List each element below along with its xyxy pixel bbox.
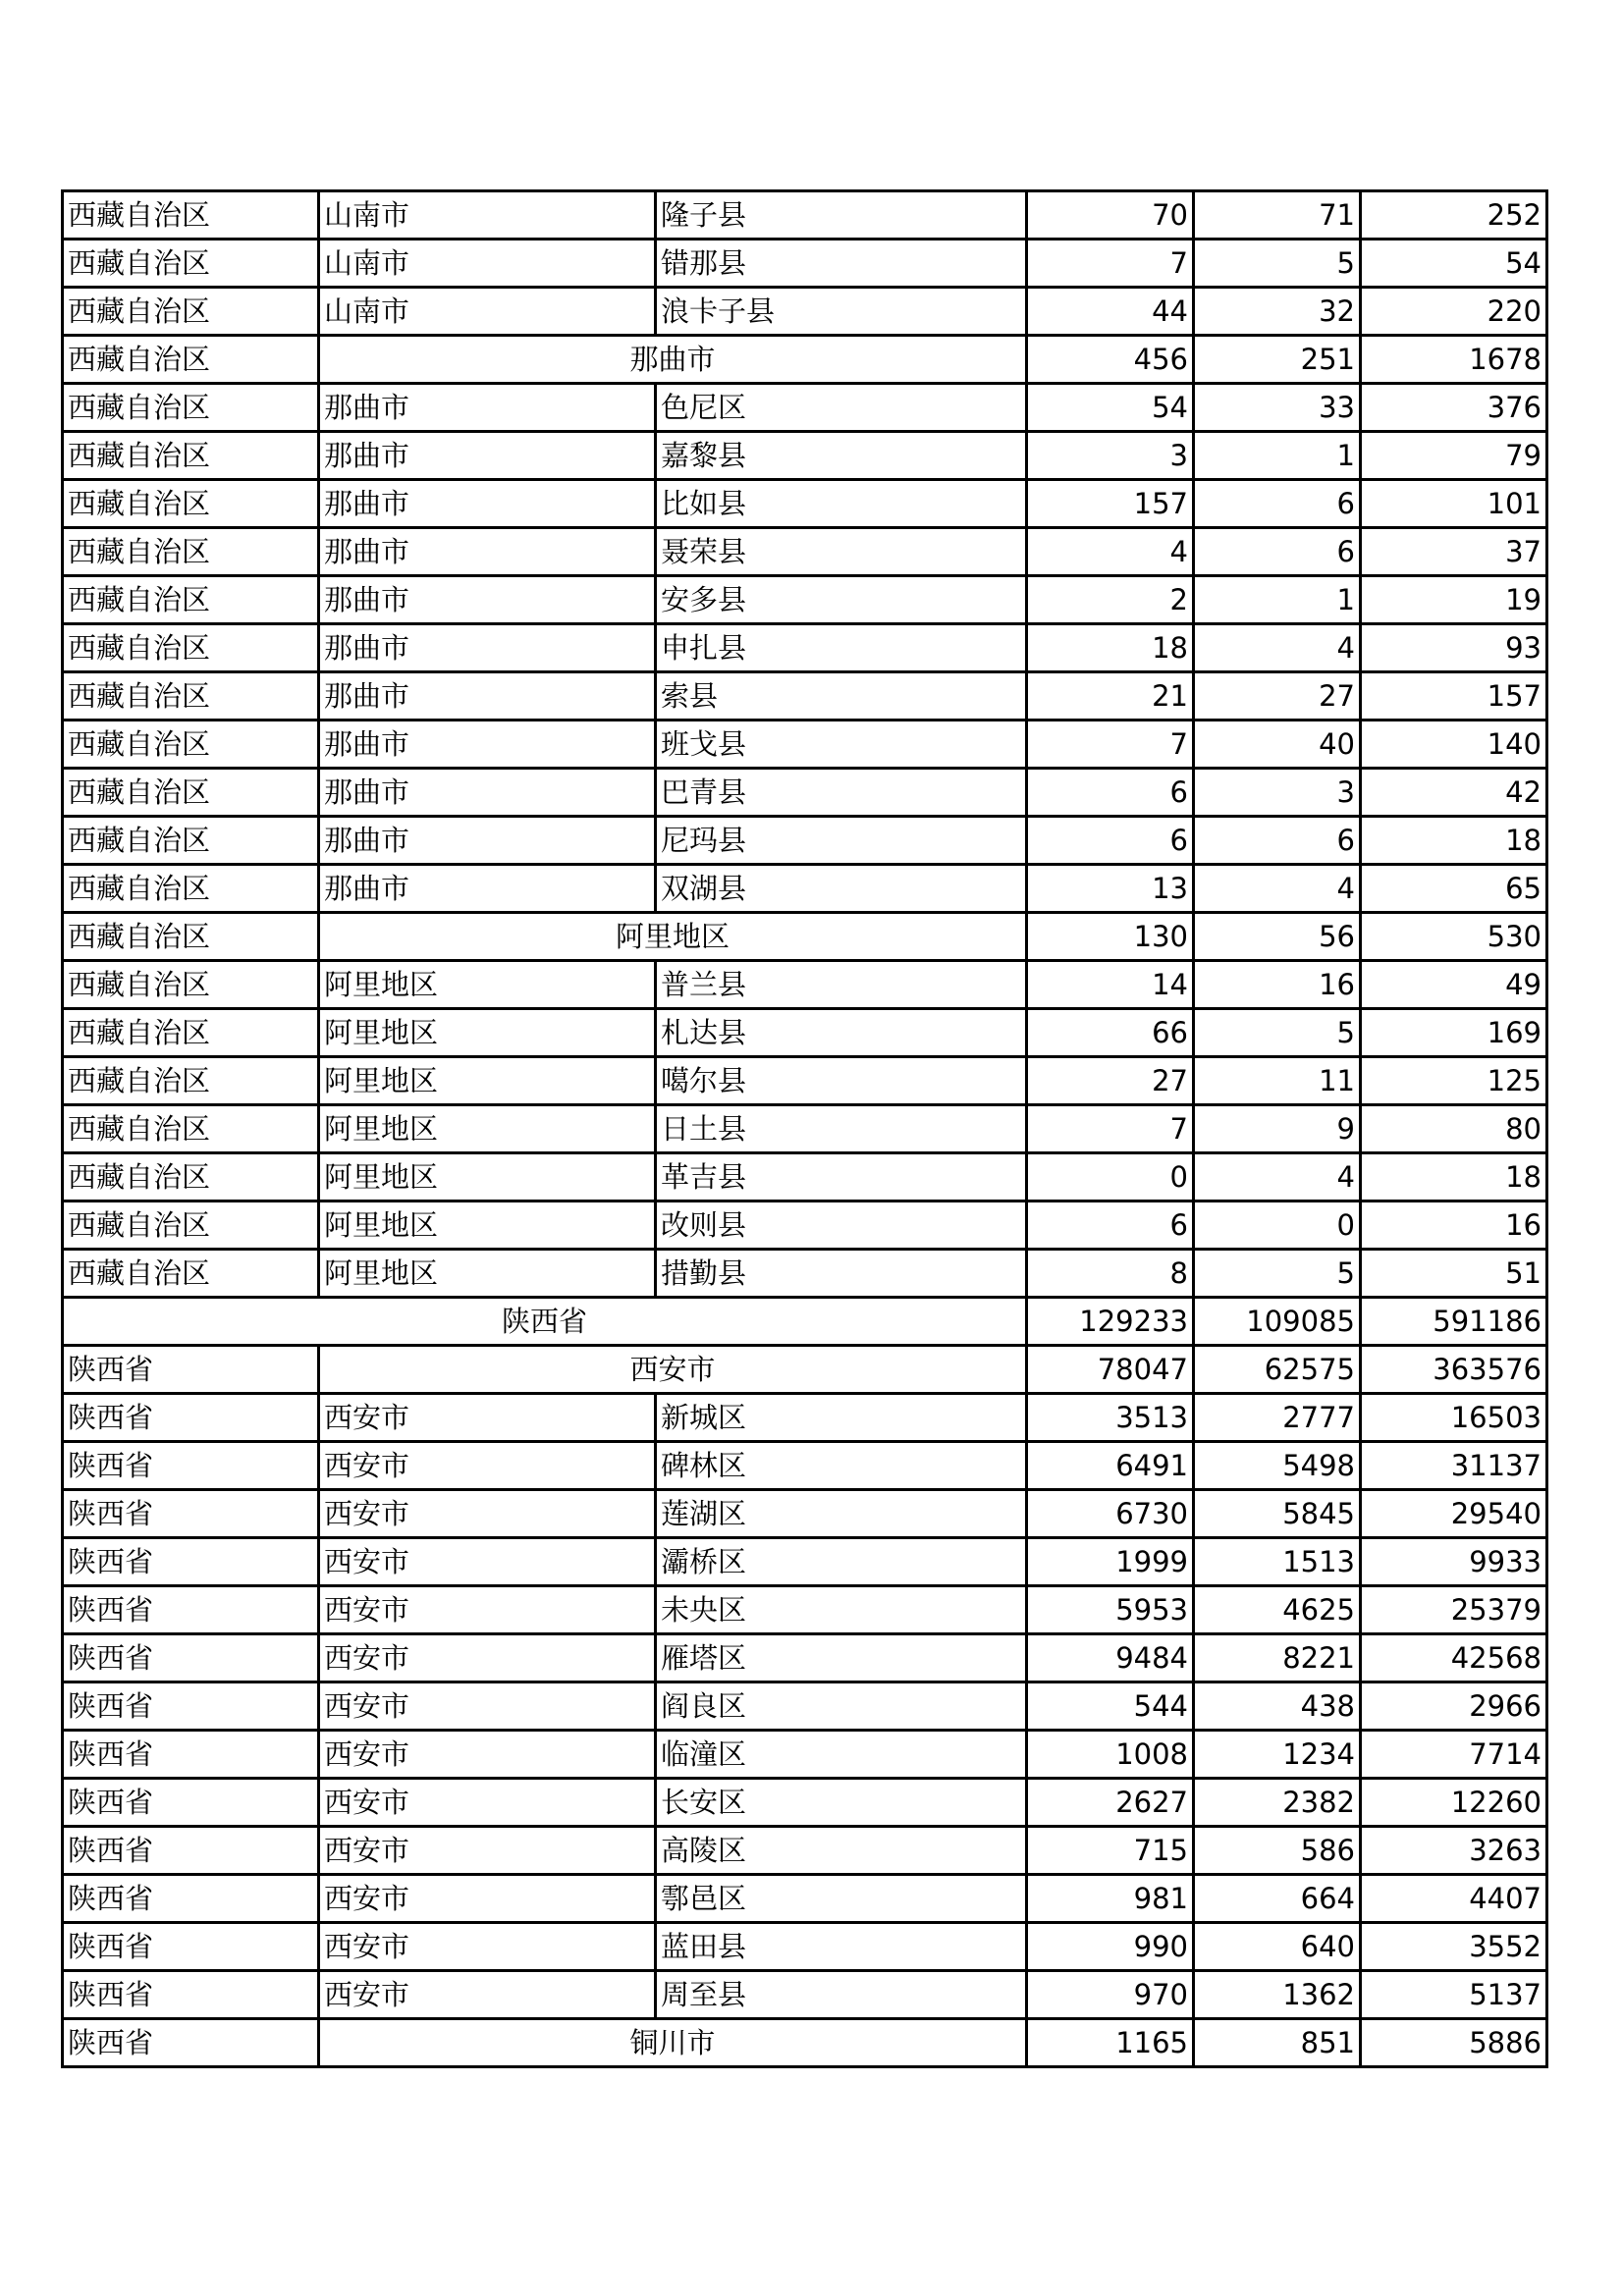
value-1-cell: 18 [1027, 624, 1194, 672]
value-1-cell: 456 [1027, 336, 1194, 384]
value-2-cell: 4 [1194, 1153, 1361, 1201]
table-row-city [63, 1346, 1547, 1394]
table-row-city [63, 2019, 1547, 2067]
value-2-cell: 71 [1194, 191, 1361, 240]
province-cell: 陕西省 [63, 1923, 319, 1971]
table-row-county [63, 624, 1547, 672]
table-row-city [63, 336, 1547, 384]
city-total-cell: 那曲市 [319, 336, 1027, 384]
table-row-county [63, 480, 1547, 528]
value-3-cell: 16 [1361, 1201, 1547, 1250]
county-cell: 鄠邑区 [656, 1875, 1027, 1923]
value-2-cell: 6 [1194, 480, 1361, 528]
table-row-county [63, 576, 1547, 624]
value-3-cell: 51 [1361, 1250, 1547, 1298]
county-cell: 未央区 [656, 1586, 1027, 1634]
county-cell: 雁塔区 [656, 1634, 1027, 1682]
value-2-cell: 27 [1194, 672, 1361, 721]
value-3-cell: 5886 [1361, 2019, 1547, 2067]
province-cell: 西藏自治区 [63, 1105, 319, 1153]
value-1-cell: 157 [1027, 480, 1194, 528]
table-row-county [63, 1009, 1547, 1057]
county-cell: 隆子县 [656, 191, 1027, 240]
value-2-cell: 2382 [1194, 1779, 1361, 1827]
value-3-cell: 29540 [1361, 1490, 1547, 1538]
value-2-cell: 851 [1194, 2019, 1361, 2067]
table-row-county [63, 1875, 1547, 1923]
county-cell: 双湖县 [656, 865, 1027, 913]
value-3-cell: 1678 [1361, 336, 1547, 384]
value-1-cell: 981 [1027, 1875, 1194, 1923]
city-cell: 山南市 [319, 191, 656, 240]
table-row-county [63, 1538, 1547, 1586]
table-row-county [63, 528, 1547, 576]
value-3-cell: 31137 [1361, 1442, 1547, 1490]
table-row-county [63, 1201, 1547, 1250]
county-cell: 普兰县 [656, 961, 1027, 1009]
county-cell: 聂荣县 [656, 528, 1027, 576]
city-cell: 那曲市 [319, 384, 656, 432]
province-cell: 西藏自治区 [63, 576, 319, 624]
value-3-cell: 19 [1361, 576, 1547, 624]
city-cell: 阿里地区 [319, 1009, 656, 1057]
province-total-cell: 陕西省 [63, 1298, 1027, 1346]
table-row-county [63, 672, 1547, 721]
value-2-cell: 6 [1194, 528, 1361, 576]
table-row-county [63, 1779, 1547, 1827]
value-3-cell: 530 [1361, 913, 1547, 961]
value-1-cell: 44 [1027, 288, 1194, 336]
value-2-cell: 32 [1194, 288, 1361, 336]
table-row-county [63, 288, 1547, 336]
city-cell: 那曲市 [319, 432, 656, 480]
county-cell: 申扎县 [656, 624, 1027, 672]
county-cell: 措勤县 [656, 1250, 1027, 1298]
county-cell: 色尼区 [656, 384, 1027, 432]
value-2-cell: 1 [1194, 576, 1361, 624]
province-cell: 陕西省 [63, 1634, 319, 1682]
province-cell: 陕西省 [63, 1538, 319, 1586]
county-cell: 噶尔县 [656, 1057, 1027, 1105]
city-cell: 西安市 [319, 1442, 656, 1490]
value-2-cell: 33 [1194, 384, 1361, 432]
value-2-cell: 586 [1194, 1827, 1361, 1875]
province-cell: 西藏自治区 [63, 240, 319, 288]
table-row-county [63, 384, 1547, 432]
table-row-county [63, 1394, 1547, 1442]
city-cell: 那曲市 [319, 672, 656, 721]
table-body [63, 191, 1547, 2067]
value-2-cell: 9 [1194, 1105, 1361, 1153]
city-cell: 那曲市 [319, 865, 656, 913]
county-cell: 新城区 [656, 1394, 1027, 1442]
value-2-cell: 2777 [1194, 1394, 1361, 1442]
province-cell: 陕西省 [63, 1827, 319, 1875]
province-cell: 西藏自治区 [63, 913, 319, 961]
value-3-cell: 37 [1361, 528, 1547, 576]
city-cell: 阿里地区 [319, 961, 656, 1009]
data-table [61, 189, 1548, 2068]
value-3-cell: 12260 [1361, 1779, 1547, 1827]
province-cell: 西藏自治区 [63, 1057, 319, 1105]
province-cell: 陕西省 [63, 1394, 319, 1442]
value-1-cell: 7 [1027, 721, 1194, 769]
value-2-cell: 5 [1194, 240, 1361, 288]
value-1-cell: 970 [1027, 1971, 1194, 2019]
table-row-province [63, 1298, 1547, 1346]
city-cell: 那曲市 [319, 721, 656, 769]
province-cell: 西藏自治区 [63, 817, 319, 865]
table-row-county [63, 1057, 1547, 1105]
city-cell: 西安市 [319, 1779, 656, 1827]
table-row-county [63, 240, 1547, 288]
city-cell: 那曲市 [319, 624, 656, 672]
table-row-county [63, 721, 1547, 769]
city-cell: 山南市 [319, 240, 656, 288]
county-cell: 阎良区 [656, 1682, 1027, 1731]
city-cell: 西安市 [319, 1875, 656, 1923]
province-cell: 西藏自治区 [63, 1201, 319, 1250]
value-1-cell: 0 [1027, 1153, 1194, 1201]
province-cell: 陕西省 [63, 1779, 319, 1827]
value-1-cell: 4 [1027, 528, 1194, 576]
province-cell: 西藏自治区 [63, 336, 319, 384]
value-1-cell: 27 [1027, 1057, 1194, 1105]
province-cell: 西藏自治区 [63, 1009, 319, 1057]
city-total-cell: 阿里地区 [319, 913, 1027, 961]
value-3-cell: 2966 [1361, 1682, 1547, 1731]
value-1-cell: 1008 [1027, 1731, 1194, 1779]
value-1-cell: 7 [1027, 240, 1194, 288]
province-cell: 西藏自治区 [63, 480, 319, 528]
city-cell: 西安市 [319, 1827, 656, 1875]
county-cell: 浪卡子县 [656, 288, 1027, 336]
table-row-county [63, 1490, 1547, 1538]
city-cell: 西安市 [319, 1586, 656, 1634]
value-2-cell: 438 [1194, 1682, 1361, 1731]
value-1-cell: 6491 [1027, 1442, 1194, 1490]
value-1-cell: 3 [1027, 432, 1194, 480]
city-cell: 那曲市 [319, 817, 656, 865]
value-3-cell: 376 [1361, 384, 1547, 432]
county-cell: 周至县 [656, 1971, 1027, 2019]
value-1-cell: 13 [1027, 865, 1194, 913]
table-row-county [63, 1827, 1547, 1875]
county-cell: 临潼区 [656, 1731, 1027, 1779]
value-3-cell: 54 [1361, 240, 1547, 288]
value-2-cell: 3 [1194, 769, 1361, 817]
value-2-cell: 8221 [1194, 1634, 1361, 1682]
county-cell: 比如县 [656, 480, 1027, 528]
table-row-county [63, 865, 1547, 913]
value-2-cell: 16 [1194, 961, 1361, 1009]
city-cell: 山南市 [319, 288, 656, 336]
province-cell: 西藏自治区 [63, 384, 319, 432]
province-cell: 陕西省 [63, 1586, 319, 1634]
value-2-cell: 62575 [1194, 1346, 1361, 1394]
county-cell: 班戈县 [656, 721, 1027, 769]
county-cell: 索县 [656, 672, 1027, 721]
table-row-county [63, 1923, 1547, 1971]
province-cell: 西藏自治区 [63, 672, 319, 721]
city-cell: 阿里地区 [319, 1250, 656, 1298]
province-cell: 陕西省 [63, 1682, 319, 1731]
province-cell: 西藏自治区 [63, 432, 319, 480]
value-1-cell: 1999 [1027, 1538, 1194, 1586]
value-1-cell: 70 [1027, 191, 1194, 240]
county-cell: 安多县 [656, 576, 1027, 624]
province-cell: 西藏自治区 [63, 865, 319, 913]
value-1-cell: 14 [1027, 961, 1194, 1009]
value-3-cell: 65 [1361, 865, 1547, 913]
value-2-cell: 11 [1194, 1057, 1361, 1105]
table-row-county [63, 432, 1547, 480]
value-3-cell: 42568 [1361, 1634, 1547, 1682]
value-3-cell: 252 [1361, 191, 1547, 240]
value-3-cell: 79 [1361, 432, 1547, 480]
value-2-cell: 1234 [1194, 1731, 1361, 1779]
value-2-cell: 4 [1194, 624, 1361, 672]
value-2-cell: 5 [1194, 1250, 1361, 1298]
province-cell: 陕西省 [63, 1490, 319, 1538]
value-3-cell: 42 [1361, 769, 1547, 817]
value-3-cell: 16503 [1361, 1394, 1547, 1442]
value-3-cell: 101 [1361, 480, 1547, 528]
county-cell: 莲湖区 [656, 1490, 1027, 1538]
province-cell: 西藏自治区 [63, 769, 319, 817]
value-1-cell: 21 [1027, 672, 1194, 721]
value-2-cell: 640 [1194, 1923, 1361, 1971]
value-3-cell: 18 [1361, 1153, 1547, 1201]
value-1-cell: 715 [1027, 1827, 1194, 1875]
value-2-cell: 1513 [1194, 1538, 1361, 1586]
county-cell: 革吉县 [656, 1153, 1027, 1201]
value-2-cell: 5845 [1194, 1490, 1361, 1538]
province-cell: 陕西省 [63, 2019, 319, 2067]
value-1-cell: 130 [1027, 913, 1194, 961]
value-2-cell: 251 [1194, 336, 1361, 384]
province-cell: 西藏自治区 [63, 191, 319, 240]
city-cell: 那曲市 [319, 576, 656, 624]
table-row-county [63, 1682, 1547, 1731]
province-cell: 陕西省 [63, 1442, 319, 1490]
city-cell: 那曲市 [319, 769, 656, 817]
city-cell: 西安市 [319, 1971, 656, 2019]
table-row-county [63, 1442, 1547, 1490]
county-cell: 嘉黎县 [656, 432, 1027, 480]
value-3-cell: 157 [1361, 672, 1547, 721]
value-1-cell: 3513 [1027, 1394, 1194, 1442]
value-2-cell: 0 [1194, 1201, 1361, 1250]
table-row-city [63, 913, 1547, 961]
county-cell: 札达县 [656, 1009, 1027, 1057]
value-1-cell: 544 [1027, 1682, 1194, 1731]
value-1-cell: 2627 [1027, 1779, 1194, 1827]
county-cell: 改则县 [656, 1201, 1027, 1250]
value-3-cell: 93 [1361, 624, 1547, 672]
value-1-cell: 9484 [1027, 1634, 1194, 1682]
value-1-cell: 990 [1027, 1923, 1194, 1971]
value-1-cell: 2 [1027, 576, 1194, 624]
value-3-cell: 220 [1361, 288, 1547, 336]
county-cell: 长安区 [656, 1779, 1027, 1827]
value-2-cell: 4625 [1194, 1586, 1361, 1634]
value-1-cell: 78047 [1027, 1346, 1194, 1394]
value-3-cell: 3552 [1361, 1923, 1547, 1971]
value-1-cell: 6730 [1027, 1490, 1194, 1538]
value-3-cell: 80 [1361, 1105, 1547, 1153]
value-3-cell: 25379 [1361, 1586, 1547, 1634]
table-row-county [63, 1105, 1547, 1153]
value-3-cell: 9933 [1361, 1538, 1547, 1586]
county-cell: 碑林区 [656, 1442, 1027, 1490]
table-row-county [63, 191, 1547, 240]
value-3-cell: 140 [1361, 721, 1547, 769]
county-cell: 高陵区 [656, 1827, 1027, 1875]
city-cell: 西安市 [319, 1731, 656, 1779]
city-cell: 西安市 [319, 1394, 656, 1442]
county-cell: 巴青县 [656, 769, 1027, 817]
value-3-cell: 3263 [1361, 1827, 1547, 1875]
table-row-county [63, 769, 1547, 817]
value-2-cell: 40 [1194, 721, 1361, 769]
province-cell: 陕西省 [63, 1731, 319, 1779]
table-row-county [63, 1731, 1547, 1779]
value-3-cell: 169 [1361, 1009, 1547, 1057]
county-cell: 错那县 [656, 240, 1027, 288]
value-1-cell: 8 [1027, 1250, 1194, 1298]
province-cell: 西藏自治区 [63, 1153, 319, 1201]
city-cell: 阿里地区 [319, 1201, 656, 1250]
value-2-cell: 5498 [1194, 1442, 1361, 1490]
county-cell: 尼玛县 [656, 817, 1027, 865]
value-3-cell: 363576 [1361, 1346, 1547, 1394]
value-2-cell: 56 [1194, 913, 1361, 961]
value-3-cell: 4407 [1361, 1875, 1547, 1923]
value-1-cell: 7 [1027, 1105, 1194, 1153]
county-cell: 蓝田县 [656, 1923, 1027, 1971]
value-2-cell: 1362 [1194, 1971, 1361, 2019]
city-cell: 西安市 [319, 1634, 656, 1682]
value-3-cell: 7714 [1361, 1731, 1547, 1779]
value-3-cell: 591186 [1361, 1298, 1547, 1346]
province-cell: 西藏自治区 [63, 288, 319, 336]
city-cell: 那曲市 [319, 480, 656, 528]
province-cell: 西藏自治区 [63, 624, 319, 672]
value-1-cell: 66 [1027, 1009, 1194, 1057]
province-cell: 西藏自治区 [63, 528, 319, 576]
value-3-cell: 49 [1361, 961, 1547, 1009]
county-cell: 日土县 [656, 1105, 1027, 1153]
value-2-cell: 4 [1194, 865, 1361, 913]
value-2-cell: 1 [1194, 432, 1361, 480]
value-1-cell: 5953 [1027, 1586, 1194, 1634]
value-1-cell: 1165 [1027, 2019, 1194, 2067]
value-2-cell: 5 [1194, 1009, 1361, 1057]
value-1-cell: 6 [1027, 817, 1194, 865]
table-row-county [63, 1153, 1547, 1201]
value-1-cell: 54 [1027, 384, 1194, 432]
table-row-county [63, 817, 1547, 865]
table-row-county [63, 1971, 1547, 2019]
value-2-cell: 6 [1194, 817, 1361, 865]
value-3-cell: 5137 [1361, 1971, 1547, 2019]
province-cell: 陕西省 [63, 1875, 319, 1923]
province-cell: 西藏自治区 [63, 721, 319, 769]
province-cell: 陕西省 [63, 1346, 319, 1394]
city-total-cell: 西安市 [319, 1346, 1027, 1394]
city-cell: 阿里地区 [319, 1153, 656, 1201]
city-cell: 西安市 [319, 1490, 656, 1538]
value-3-cell: 125 [1361, 1057, 1547, 1105]
value-3-cell: 18 [1361, 817, 1547, 865]
city-cell: 阿里地区 [319, 1057, 656, 1105]
value-1-cell: 129233 [1027, 1298, 1194, 1346]
province-cell: 陕西省 [63, 1971, 319, 2019]
table-row-county [63, 1634, 1547, 1682]
province-cell: 西藏自治区 [63, 961, 319, 1009]
city-cell: 西安市 [319, 1682, 656, 1731]
value-2-cell: 109085 [1194, 1298, 1361, 1346]
value-2-cell: 664 [1194, 1875, 1361, 1923]
value-1-cell: 6 [1027, 1201, 1194, 1250]
table-row-county [63, 961, 1547, 1009]
city-total-cell: 铜川市 [319, 2019, 1027, 2067]
city-cell: 那曲市 [319, 528, 656, 576]
city-cell: 西安市 [319, 1538, 656, 1586]
county-cell: 灞桥区 [656, 1538, 1027, 1586]
province-cell: 西藏自治区 [63, 1250, 319, 1298]
value-1-cell: 6 [1027, 769, 1194, 817]
city-cell: 西安市 [319, 1923, 656, 1971]
city-cell: 阿里地区 [319, 1105, 656, 1153]
table-row-county [63, 1586, 1547, 1634]
table-row-county [63, 1250, 1547, 1298]
